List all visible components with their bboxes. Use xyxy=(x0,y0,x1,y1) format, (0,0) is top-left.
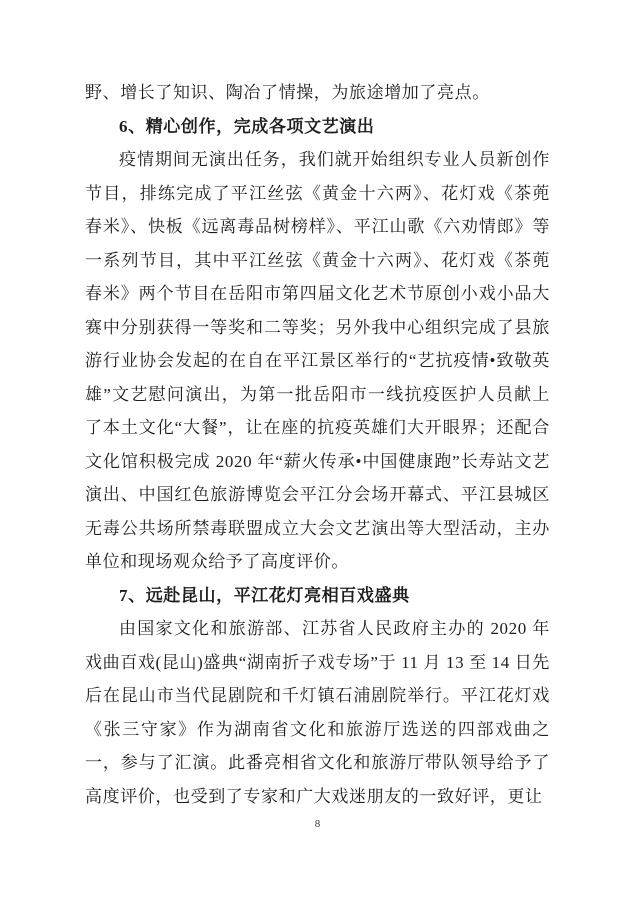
page-number: 8 xyxy=(314,818,321,830)
paragraph: 野、增长了知识、陶冶了情操，为旅途增加了亮点。 xyxy=(85,83,490,102)
paragraph: 疫情期间无演出任务，我们就开始组织专业人员新创作节目，排练完成了平江丝弦《黄金十六两》、花灯戏《茶蔸春米》、快板《远离毒品树榜样》、平江山歌《六劝情郎》等一系列节目，其中平江丝弦《黄金十六两》、花灯戏《茶蔸春米》两个节目在岳阳市第四届文化艺术节原创小戏小品大赛中分别获得一等奖和二等奖；另外我中心组织完成了县旅游行业协会发起的在自在平江景区举行的“艺抗疫情•致敬英雄”文艺慰问演出，为第一批岳阳市一线抗疫医护人员献上了本土文化“大餐”，让在座的抗疫英雄们大开眼界；还配合文化馆积极完成 2020 年“薪火传承•中国健康跑”长寿站文艺演出、中国红色旅游博览会平江分会场开幕式、平江县城区无毒公共场所禁毒联盟成立大会文艺演出等大型活动，主办单位和现场观众给予了高度评价。 xyxy=(85,150,550,571)
paragraph: 由国家文化和旅游部、江苏省人民政府主办的 2020 年戏曲百戏(昆山)盛典“湖南折子戏专场”于 11 月 13 至 14 日先后在昆山市当代昆剧院和千灯镇石浦剧院举行。平江花灯戏《张三守家》作为湖南省文化和旅游厅选送的四部戏曲之一，参与了汇演。此番亮相省文化和旅游厅带队领导给予了高度评价，也受到了专家和广大戏迷朋友的一致好评，更让 xyxy=(85,619,550,806)
section-heading: 7、远赴昆山，平江花灯亮相百戏盛典 xyxy=(119,585,410,605)
section-heading: 6、精心创作，完成各项文艺演出 xyxy=(119,116,375,136)
document-body xyxy=(85,76,550,813)
